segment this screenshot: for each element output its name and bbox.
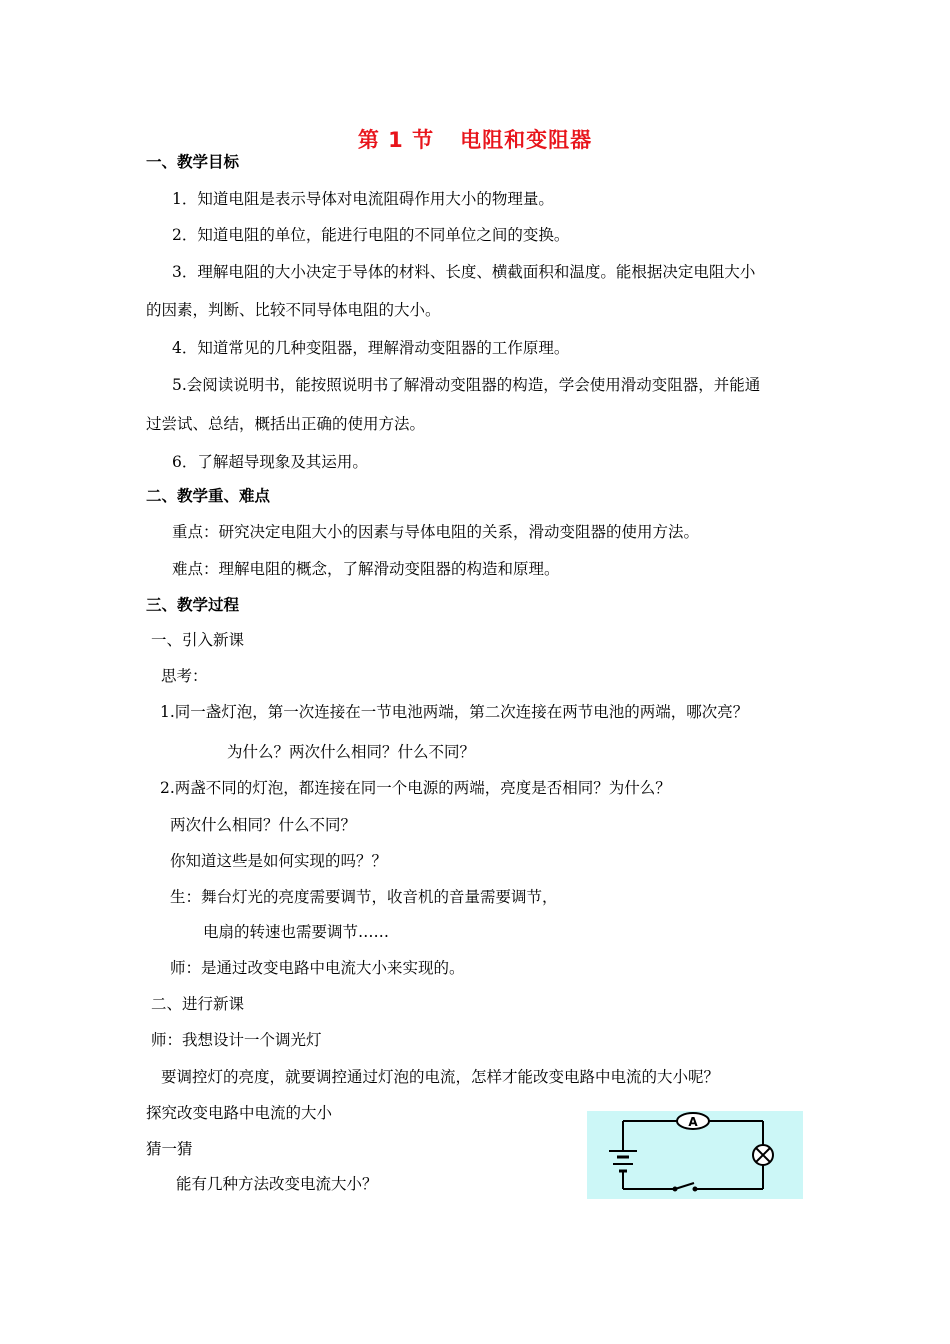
process-intro-heading: 一、引入新课 <box>151 631 245 649</box>
process-explore-title: 探究改变电路中电流的大小 <box>146 1104 333 1122</box>
process-question-1: 1.同一盏灯泡，第一次连接在一节电池两端，第二次连接在两节电池的两端，哪次亮？ <box>160 703 749 721</box>
process-think: 思考： <box>161 667 208 685</box>
process-question-1-followup: 为什么？两次什么相同？什么不同？ <box>227 743 476 761</box>
key-point-difficulty: 难点：理解电阻的概念，了解滑动变阻器的构造和原理。 <box>172 560 560 578</box>
heading-teaching-process: 三、教学过程 <box>146 596 240 614</box>
battery-icon <box>609 1151 637 1171</box>
process-question-2-followup: 两次什么相同？什么不同？ <box>170 816 357 834</box>
goal-6: 6．了解超导现象及其运用。 <box>172 453 368 471</box>
ammeter-label: A <box>688 1115 698 1129</box>
process-guess-question: 能有几种方法改变电流大小？ <box>176 1175 378 1193</box>
heading-key-points: 二、教学重、难点 <box>146 487 271 505</box>
switch-icon <box>674 1183 697 1191</box>
page-title <box>0 124 950 154</box>
goal-3-line1: 3．理解电阻的大小决定于导体的材料、长度、横截面积和温度。能根据决定电阻大小 <box>172 263 756 281</box>
lamp-icon <box>753 1145 773 1165</box>
ammeter-icon <box>677 1113 709 1129</box>
process-student-answer-cont: 电扇的转速也需要调节…… <box>203 923 390 941</box>
circuit-diagram-svg <box>587 1111 803 1199</box>
process-question-current: 要调控灯的亮度，就要调控通过灯泡的电流，怎样才能改变电路中电流的大小呢？ <box>161 1068 720 1086</box>
goal-3-line2: 的因素，判断、比较不同导体电阻的大小。 <box>146 301 441 319</box>
goal-4: 4．知道常见的几种变阻器，理解滑动变阻器的工作原理。 <box>172 339 570 357</box>
heading-teaching-goals: 一、教学目标 <box>146 153 240 171</box>
process-question-2: 2.两盏不同的灯泡，都连接在同一个电源的两端，亮度是否相同？为什么？ <box>160 779 671 797</box>
goal-1: 1．知道电阻是表示导体对电流阻碍作用大小的物理量。 <box>172 190 554 208</box>
process-guess: 猜一猜 <box>146 1140 193 1158</box>
key-point-focus: 重点：研究决定电阻大小的因素与导体电阻的关系，滑动变阻器的使用方法。 <box>172 523 700 541</box>
goal-5-line2: 过尝试、总结，概括出正确的使用方法。 <box>146 415 426 433</box>
title-topic: 电阻和变阻器 <box>460 128 593 152</box>
circuit-diagram <box>587 1111 803 1199</box>
goal-5-line1: 5.会阅读说明书，能按照说明书了解滑动变阻器的构造，学会使用滑动变阻器，并能通 <box>172 376 761 394</box>
title-section-number: 第 1 节 <box>357 128 435 152</box>
process-teacher-design: 师：我想设计一个调光灯 <box>151 1031 322 1049</box>
process-question-3: 你知道这些是如何实现的吗？？ <box>170 852 388 870</box>
process-student-answer: 生：舞台灯光的亮度需要调节，收音机的音量需要调节， <box>170 888 558 906</box>
process-new-lesson-heading: 二、进行新课 <box>151 995 245 1013</box>
process-teacher-answer: 师：是通过改变电路中电流大小来实现的。 <box>170 959 465 977</box>
goal-2: 2．知道电阻的单位，能进行电阻的不同单位之间的变换。 <box>172 226 570 244</box>
